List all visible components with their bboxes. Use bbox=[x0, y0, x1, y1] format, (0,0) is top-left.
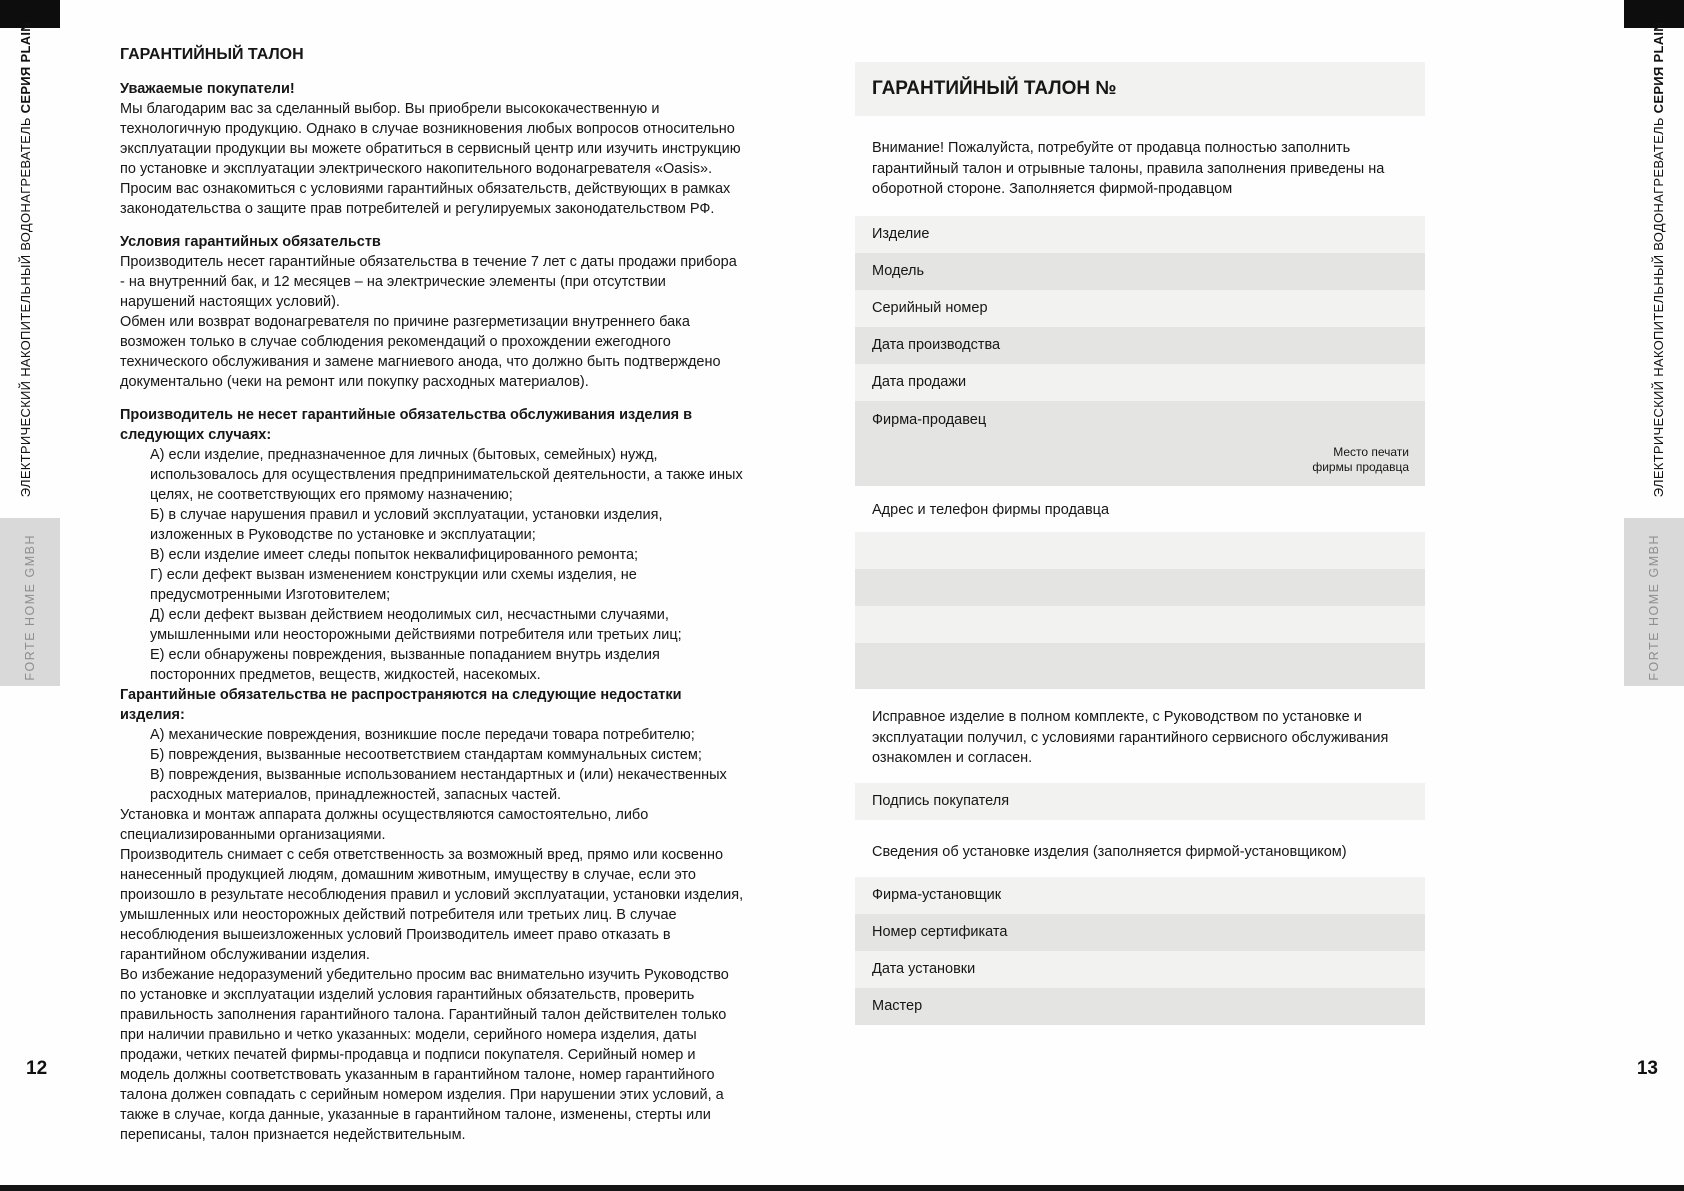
left-vertical-title bbox=[18, 22, 33, 497]
seller-form bbox=[855, 216, 1425, 486]
right-brand-text: FORTE HOME GMBH bbox=[1647, 534, 1661, 681]
closing-paragraph-3: Во избежание недоразумений убедительно просим вас внимательно изучить Руководство по установке и эксплуатации изделий условия гарантийных обязательств, проверить правильность заполнения гарантийного талона. Гарантийный талон действителен только при наличии правильно и четко указанных: модели, серийного номера изделия, даты продажи, четких печатей фирмы-продавца и подписи покупателя. Серийный номер и модель должны соответствовать указанным в гарантийном талоне, номер гарантийного талона должен совпадать с серийным номером изделия. При нарушении этих условий, а также в случае, когда данные, указанные в гарантийном талоне, изменены, стерты или переписаны, талон признается недействительным. bbox=[120, 967, 729, 1144]
terms-paragraph-2: Обмен или возврат водонагревателя по причине разгерметизации внутреннего бака возможен только в случае соблюдения рекомендаций о прохождении ежегодного технического обслуживания и замене магниевого анода, что должно быть подтверждено документально (чеки на ремонт или покупку расходных материалов). bbox=[120, 314, 721, 391]
form-row-label: Изделие bbox=[872, 225, 930, 242]
warranty-card-form-page bbox=[855, 62, 1425, 1025]
form-row-production-date bbox=[855, 327, 1425, 364]
form-row-certificate-number bbox=[855, 914, 1425, 951]
form-row-label: Модель bbox=[872, 262, 925, 279]
greeting-heading: Уважаемые покупатели! bbox=[120, 81, 295, 98]
list-item: Б) повреждения, вызванные несоответствием стандартам коммунальных систем; bbox=[150, 747, 702, 764]
form-row-serial-number bbox=[855, 290, 1425, 327]
exclusions-heading: Производитель не несет гарантийные обязательства обслуживания изделия в следующих случаях: bbox=[120, 407, 693, 444]
form-row-label: Фирма-установщик bbox=[872, 886, 1002, 903]
page-number-left: 12 bbox=[26, 1058, 48, 1079]
form-row-seller-firm bbox=[855, 401, 1425, 486]
installer-form bbox=[855, 877, 1425, 1025]
seller-address-lines bbox=[855, 532, 1425, 689]
blank-form-row bbox=[855, 606, 1425, 643]
defects-list bbox=[150, 725, 744, 805]
list-item: В) повреждения, вызванные использованием нестандартных и (или) некачественных расходных материалов, принадлежностей, запасных частей. bbox=[150, 767, 727, 804]
form-row-model bbox=[855, 253, 1425, 290]
form-row-label: Мастер bbox=[872, 997, 923, 1014]
left-brand-band bbox=[0, 518, 60, 686]
exclusions-list bbox=[150, 445, 744, 685]
form-row-label: Фирма-продавец bbox=[872, 411, 987, 428]
form-row-install-date bbox=[855, 951, 1425, 988]
blank-form-row bbox=[855, 643, 1425, 689]
vertical-title-regular: ЭЛЕКТРИЧЕСКИЙ НАКОПИТЕЛЬНЫЙ ВОДОНАГРЕВАТЕЛЬ bbox=[18, 113, 33, 498]
closing-paragraph-2: Производитель снимает с себя ответственность за возможный вред, прямо или косвенно нанесенный продукцией людям, домашним животным, имуществу в случае, если это произошло в результате несоблюдения правил и условий эксплуатации, установки изделия, умышленных или неосторожных действий потребителя или третьих лиц. В случае несоблюдения вышеизложенных условий Производитель имеет право отказать в гарантийном обслуживании изделия. bbox=[120, 847, 744, 964]
list-item: Е) если обнаружены повреждения, вызванные попаданием внутрь изделия посторонних предметов, веществ, жидкостей, насекомых. bbox=[150, 647, 660, 684]
closing-paragraph-1: Установка и монтаж аппарата должны осуществляются самостоятельно, либо специализированными организациями. bbox=[120, 807, 649, 844]
warranty-notice: Внимание! Пожалуйста, потребуйте от продавца полностью заполнить гарантийный талон и отрывные талоны, правила заполнения приведены на оборотной стороне. Заполняется фирмой-продавцом bbox=[872, 140, 1385, 198]
form-row-label: Подпись покупателя bbox=[872, 793, 1010, 810]
form-row-product bbox=[855, 216, 1425, 253]
form-row-sale-date bbox=[855, 364, 1425, 401]
form-row-label: Дата продажи bbox=[872, 373, 967, 390]
list-item: Б) в случае нарушения правил и условий эксплуатации, установки изделия, изложенных в Руководстве по установке и эксплуатации; bbox=[150, 507, 663, 544]
seller-address-label: Адрес и телефон фирмы продавца bbox=[872, 501, 1110, 518]
buyer-confirmation-text: Исправное изделие в полном комплекте, с Руководством по установке и эксплуатации получил, с условиями гарантийного сервисного обслуживания ознакомлен и согласен. bbox=[872, 709, 1389, 767]
form-row-label: Серийный номер bbox=[872, 299, 988, 316]
bottom-edge-bar bbox=[0, 1185, 1684, 1191]
vertical-title-bold: СЕРИЯ PLAIN bbox=[18, 22, 33, 114]
list-item: А) механические повреждения, возникшие после передачи товара потребителю; bbox=[150, 727, 695, 744]
vertical-title-regular: ЭЛЕКТРИЧЕСКИЙ НАКОПИТЕЛЬНЫЙ ВОДОНАГРЕВАТЕЛЬ bbox=[1651, 113, 1666, 498]
right-vertical-title bbox=[1651, 22, 1666, 497]
page-title: ГАРАНТИЙНЫЙ ТАЛОН bbox=[120, 46, 304, 63]
vertical-title-bold: СЕРИЯ PLAIN bbox=[1651, 22, 1666, 114]
list-item: А) если изделие, предназначенное для личных (бытовых, семейных) нужд, использовалось для осуществления предпринимательской деятельности, а также иных целях, не соответствующих его прямому назначению; bbox=[150, 447, 743, 504]
right-edge-strip bbox=[1624, 0, 1684, 1191]
left-edge-strip bbox=[0, 0, 60, 1191]
stamp-place-note: Место печати фирмы продавца bbox=[1312, 444, 1409, 475]
form-row-buyer-signature bbox=[855, 783, 1425, 820]
defects-heading: Гарантийные обязательства не распространяются на следующие недостатки изделия: bbox=[120, 687, 682, 724]
page-number-right: 13 bbox=[1636, 1058, 1658, 1079]
greeting-paragraph: Мы благодарим вас за сделанный выбор. Вы приобрели высококачественную и технологичную продукцию. Однако в случае возникновения любых вопросов относительно эксплуатации продукции вы можете обратиться в сервисный центр или изучить инструкцию по установке и эксплуатации электрического накопительного водонагревателя «Oasis». Просим вас ознакомиться с условиями гарантийных обязательств, действующих в рамках законодательства о защите прав потребителей и регулируемых законодательством РФ. bbox=[120, 101, 741, 218]
form-row-label: Дата производства bbox=[872, 336, 1001, 353]
right-brand-band bbox=[1624, 518, 1684, 686]
form-row-label: Номер сертификата bbox=[872, 923, 1008, 940]
form-row-installer-firm bbox=[855, 877, 1425, 914]
left-brand-text: FORTE HOME GMBH bbox=[23, 534, 37, 681]
blank-form-row bbox=[855, 532, 1425, 569]
list-item: Д) если дефект вызван действием неодолимых сил, несчастными случаями, умышленными или неосторожными действиями потребителя или третьих лиц; bbox=[150, 607, 682, 644]
install-section-label: Сведения об установке изделия (заполняется фирмой-установщиком) bbox=[872, 844, 1347, 861]
blank-form-row bbox=[855, 569, 1425, 606]
list-item: Г) если дефект вызван изменением конструкции или схемы изделия, не предусмотренными Изготовителем; bbox=[150, 567, 637, 604]
warranty-card-title: ГАРАНТИЙНЫЙ ТАЛОН № bbox=[872, 77, 1117, 99]
warranty-card-title-band bbox=[855, 62, 1425, 116]
terms-paragraph-1: Производитель несет гарантийные обязательства в течение 7 лет с даты продажи прибора - на внутренний бак, и 12 месяцев – на электрические элементы (при отсутствии нарушений настоящих условий). bbox=[120, 254, 737, 311]
list-item: В) если изделие имеет следы попыток неквалифицированного ремонта; bbox=[150, 547, 639, 564]
form-row-label: Дата установки bbox=[872, 960, 976, 977]
terms-heading: Условия гарантийных обязательств bbox=[120, 234, 381, 251]
warranty-terms-page bbox=[120, 44, 744, 1145]
form-row-master bbox=[855, 988, 1425, 1025]
